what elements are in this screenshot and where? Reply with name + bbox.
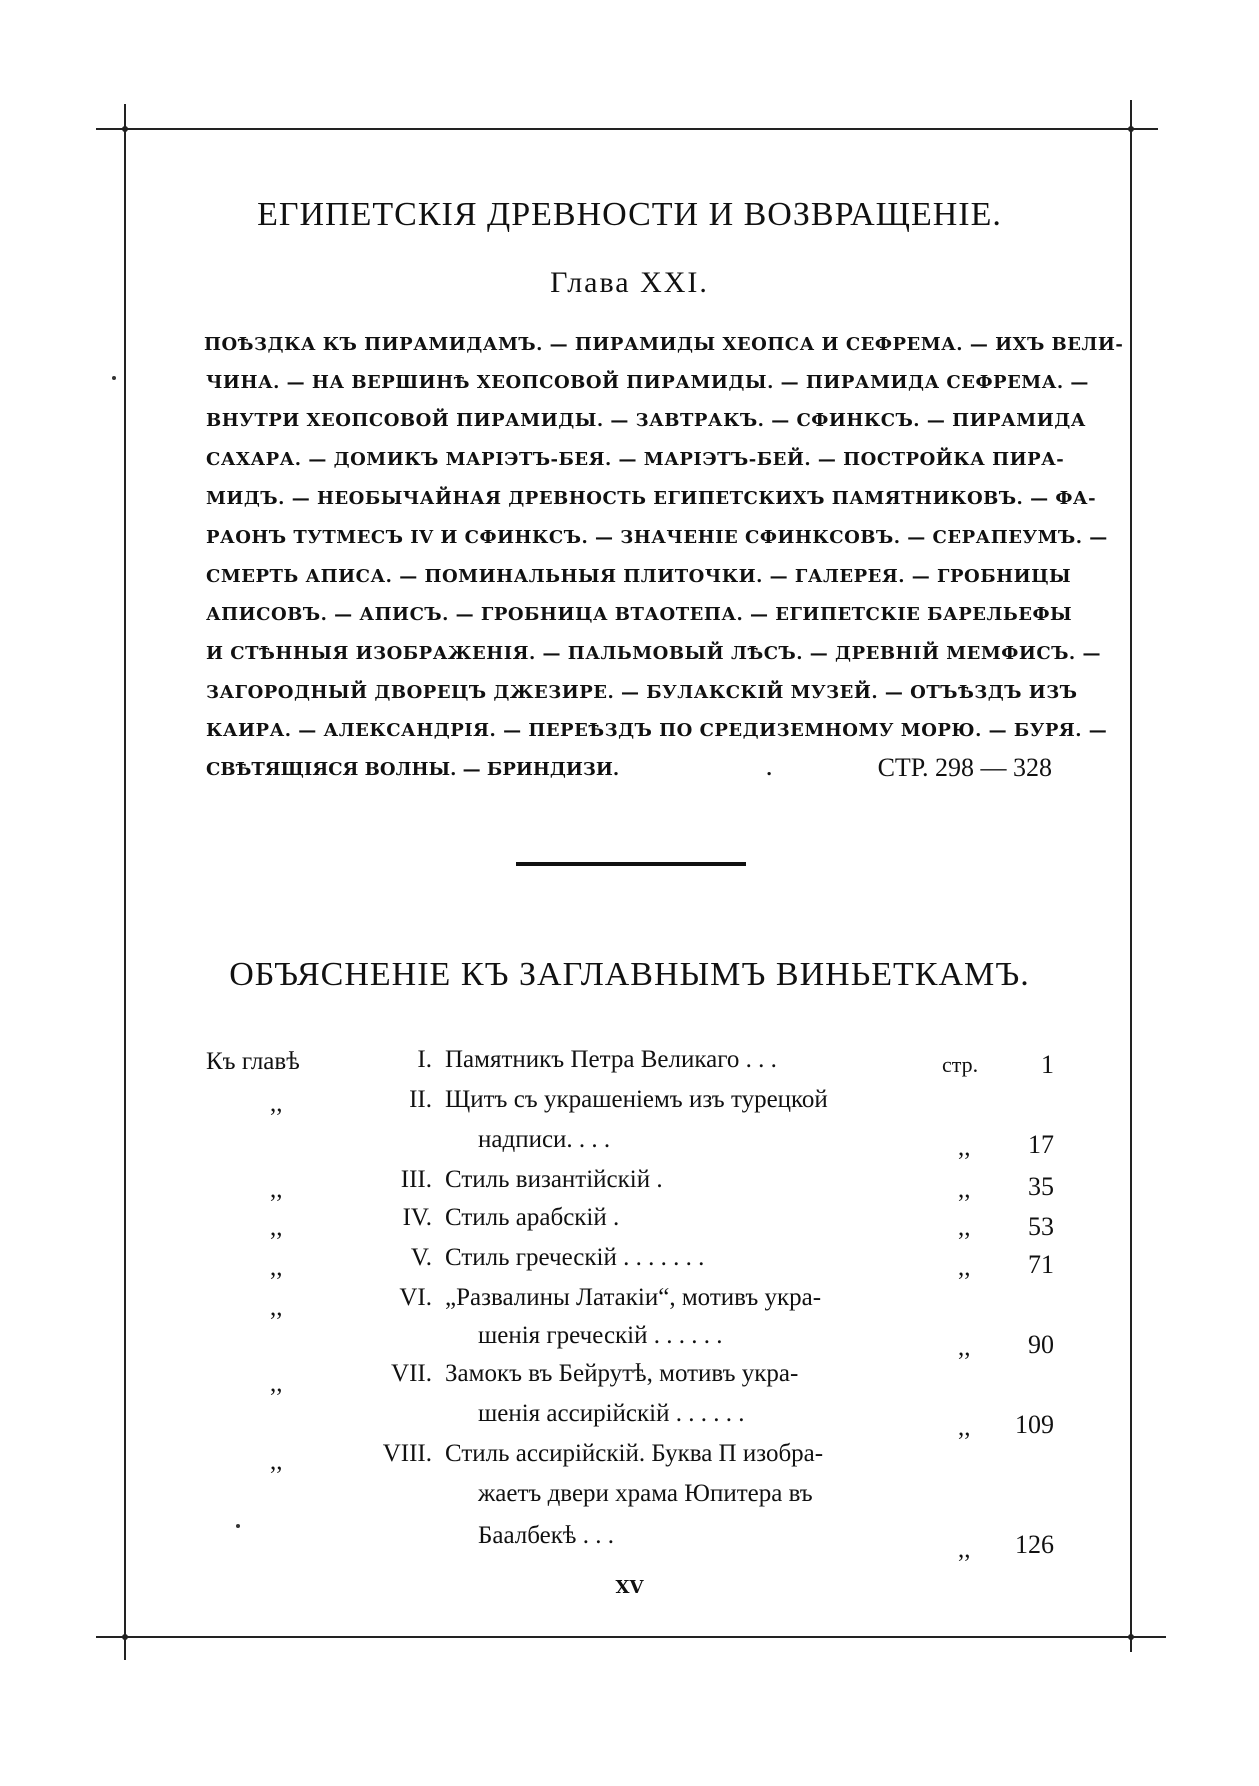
entry-page: 35 (1028, 1172, 1054, 1201)
entry-text: Щитъ съ украшеніемъ изъ турецкой (445, 1086, 828, 1113)
ink-speck (236, 1524, 240, 1528)
entry-number: I. (417, 1046, 432, 1073)
summary-line: ЗАГОРОДНЫЙ ДВОРЕЦЪ ДЖЕЗИРЕ. — БУЛАКСКІЙ МУЗЕЙ. — ОТЪѢЗДЪ ИЗЪ (206, 682, 1078, 703)
entry-page: 109 (1015, 1410, 1054, 1439)
part-title: ЕГИПЕТСКІЯ ДРЕВНОСТИ И ВОЗВРАЩЕНІЕ. (257, 196, 1002, 233)
summary-line: КАИРА. — АЛЕКСАНДРІЯ. — ПЕРЕѢЗДЪ ПО СРЕДИЗЕМНОМУ МОРЮ. — БУРЯ. — (206, 720, 1108, 741)
entry-text-cont: Баалбекѣ . . . (478, 1522, 614, 1549)
entry-text: Стиль византійскій . (445, 1166, 663, 1193)
entry-page: 53 (1028, 1212, 1054, 1241)
entry-number: III. (400, 1166, 432, 1193)
corner-ornament-top-left (122, 126, 128, 132)
corner-ornament-top-right (1128, 126, 1134, 132)
ink-speck (112, 376, 116, 380)
summary-line: АПИСОВЪ. — АПИСЪ. — ГРОБНИЦА ВТАОТЕПА. — ЕГИПЕТСКІЕ БАРЕЛЬЕФЫ (206, 604, 1073, 625)
entry-number: IV. (402, 1204, 432, 1231)
entry-text: Стиль греческій . . . . . . . (445, 1244, 705, 1271)
vignettes-title: ОБЪЯСНЕНІЕ КЪ ЗАГЛАВНЫМЪ ВИНЬЕТКАМЪ. (229, 956, 1030, 993)
entry-page: 17 (1028, 1130, 1054, 1159)
entry-page: 71 (1028, 1250, 1054, 1279)
ditto-mark: ,, (270, 1370, 283, 1397)
ditto-mark: ,, (958, 1176, 971, 1203)
entry-text: „Развалины Латакіи“, мотивъ укра- (445, 1284, 822, 1311)
entry-text-cont: жаетъ двери храма Юпитера въ (478, 1480, 813, 1507)
entry-text-cont: шенія ассирійскій . . . . . . (478, 1400, 745, 1427)
frame-top-line (96, 128, 1158, 130)
ditto-mark: ,, (958, 1414, 971, 1441)
entry-number: VI. (399, 1284, 432, 1311)
entry-page: 90 (1028, 1330, 1054, 1359)
frame-bottom-line (96, 1636, 1166, 1638)
corner-ornament-bottom-right (1128, 1634, 1134, 1640)
corner-ornament-bottom-left (122, 1634, 128, 1640)
summary-line: СМЕРТЬ АПИСА. — ПОМИНАЛЬНЫЯ ПЛИТОЧКИ. — ГАЛЕРЕЯ. — ГРОБНИЦЫ (206, 566, 1072, 587)
ditto-mark: ,, (270, 1176, 283, 1203)
ditto-mark: ,, (958, 1334, 971, 1361)
entry-text-cont: шенія греческій . . . . . . (478, 1322, 723, 1349)
ditto-mark: ,, (270, 1214, 283, 1241)
entry-page: 126 (1015, 1530, 1054, 1559)
page-range: СТР. 298 — 328 (877, 753, 1052, 782)
summary-line: РАОНЪ ТУТМЕСЪ IV И СФИНКСЪ. — ЗНАЧЕНІЕ СФИНКСОВЪ. — СЕРАПЕУМЪ. — (206, 527, 1108, 548)
ditto-mark: ,, (270, 1294, 283, 1321)
entry-number: II. (409, 1086, 432, 1113)
entry-text: Памятникъ Петра Великаго . . . (445, 1046, 777, 1073)
frame-right-line (1130, 100, 1132, 1652)
ditto-mark: ,, (958, 1214, 971, 1241)
ditto-mark: ,, (270, 1254, 283, 1281)
summary-line: ВНУТРИ ХЕОПСОВОЙ ПИРАМИДЫ. — ЗАВТРАКЪ. — СФИНКСЪ. — ПИРАМИДА (206, 410, 1086, 431)
ditto-mark: ,, (958, 1536, 971, 1563)
ditto-mark: ,, (958, 1134, 971, 1161)
summary-line: ПОѢЗДКА КЪ ПИРАМИДАМЪ. — ПИРАМИДЫ ХЕОПСА И СЕФРЕМА. — ИХЪ ВЕЛИ- (204, 334, 1124, 355)
entry-text: Замокъ въ Бейрутѣ, мотивъ укра- (445, 1360, 799, 1387)
leader-dot: . (766, 759, 773, 780)
page-number: XV (615, 1577, 644, 1598)
summary-line: МИДЪ. — НЕОБЫЧАЙНАЯ ДРЕВНОСТЬ ЕГИПЕТСКИХЪ ПАМЯТНИКОВЪ. — ФА- (206, 488, 1097, 509)
entry-page: 1 (1041, 1050, 1054, 1079)
ditto-mark: ,, (958, 1254, 971, 1281)
entry-number: V. (410, 1244, 432, 1271)
summary-line: И СТѢННЫЯ ИЗОБРАЖЕНІЯ. — ПАЛЬМОВЫЙ ЛѢСЪ. — ДРЕВНІЙ МЕМФИСЪ. — (206, 643, 1101, 664)
section-divider (516, 862, 746, 866)
summary-last-text: СВѢТЯЩІЯСЯ ВОЛНЫ. — БРИНДИЗИ. (206, 759, 620, 780)
ditto-mark: ,, (270, 1090, 283, 1117)
summary-last-line (206, 753, 1052, 782)
summary-line: САХАРА. — ДОМИКЪ МАРІЭТЪ-БЕЯ. — МАРІЭТЪ-БЕЙ. — ПОСТРОЙКА ПИРА- (206, 449, 1065, 470)
entry-number: VIII. (382, 1440, 432, 1467)
entry-text-cont: надписи. . . . (478, 1126, 611, 1153)
chapter-label: Къ главѣ (206, 1048, 300, 1075)
ditto-mark: ,, (270, 1448, 283, 1475)
entry-text: Стиль арабскій . (445, 1204, 620, 1231)
page-prefix: стр. (942, 1052, 979, 1077)
entry-number: VII. (391, 1360, 432, 1387)
entry-text: Стиль ассирійскій. Буква П изобра- (445, 1440, 824, 1467)
chapter-title: Глава XXI. (550, 266, 709, 299)
summary-line: ЧИНА. — НА ВЕРШИНѢ ХЕОПСОВОЙ ПИРАМИДЫ. — ПИРАМИДА СЕФРЕМА. — (206, 372, 1089, 393)
frame-left-line (124, 104, 126, 1660)
